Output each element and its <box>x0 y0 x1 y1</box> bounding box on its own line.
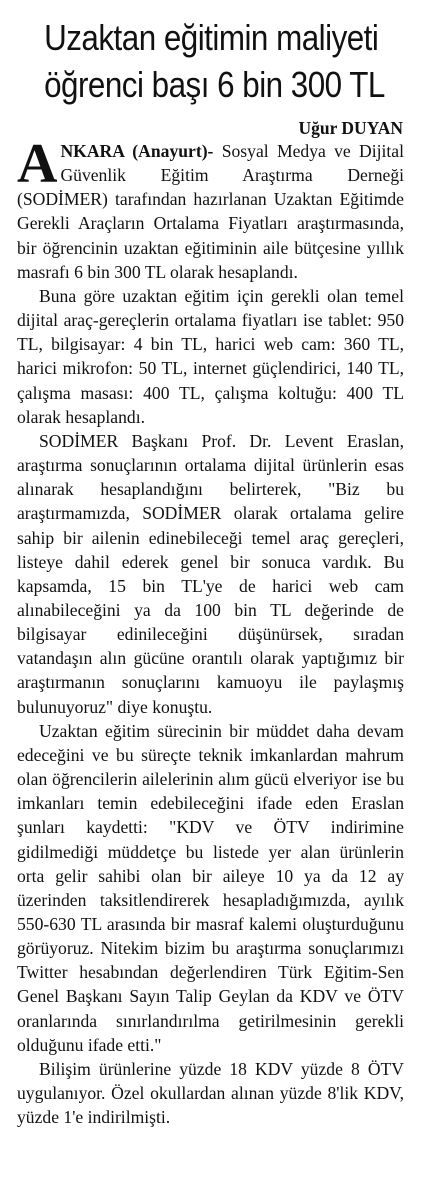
paragraph-eraslan-quote: SODİMER Başkanı Prof. Dr. Levent Eraslan, araştırma sonuçlarının ortalama dijital ürünlerin esas alınarak hesaplandığını belirterek, "Biz bu araştırmamızda, SODİMER olarak ortalama gelire sahip bir ailenin edinebileceği temel araç gereçleri, listeye dahil ederek genel bir sonuca vardık. Bu kapsamda, 15 bin TL'ye de harici web cam alınabileceğini ya da 100 bin TL değerinde de bilgisayar edinileceğini düşünürsek, sıradan vatandaşın alın gücüne orantılı olarak yaptığımız bir araştırmanın sonuçlarını kamuoyu ile paylaşmış bulunuyoruz" diye konuştu. <box>17 430 404 717</box>
dateline: NKARA (Anayurt)- <box>60 141 214 161</box>
headline <box>44 14 385 108</box>
paragraph-tax-rates: Bilişim ürünlerine yüzde 18 KDV yüzde 8 ÖTV uygulanıyor. Özel okullardan alınan yüzde 8'lik KDV, yüzde 1'e indirilmişti. <box>17 1058 404 1128</box>
headline-line-1: Uzaktan eğitimin maliyeti <box>44 17 379 58</box>
paragraph-tax-quote: Uzaktan eğitim sürecinin bir müddet daha devam edeceğini ve bu süreçte teknik imkanlardan mahrum olan öğrencilerin ailelerinin alım gücü elveriyor ise bu imkanları temin edebileceğini ifade eden Eraslan şunları kaydetti: "KDV ve ÖTV indirimine gidilmediği müddetçe bu listede yer alan ürünlerin orta gelir sahibi olan bir aileye 10 ya da 12 ay üzerinden taksitlendirerek hesapladığımızda, ayılık 550-630 TL arasında bir masraf kalemi oluşturduğunu görüyoruz. Nitekim bizim bu araştırma sonuçlarımızı Twitter hesabından değerlendiren Türk Eğitim-Sen Genel Başkanı Sayın Talip Geylan da KDV ve ÖTV oranlarında sınırlandırılma getirilmesinin gerekli olduğunu ifade etti." <box>17 720 404 1055</box>
byline: Uğur DUYAN <box>298 118 403 138</box>
paragraph-prices: Buna göre uzaktan eğitim için gerekli olan temel dijital araç-gereçlerin ortalama fiyatları ise tablet: 950 TL, bilgisayar: 4 bin TL, harici web cam: 360 TL, harici mikrofon: 50 TL, internet güçlendirici, 140 TL, çalışma masası: 400 TL, çalışma koltuğu: 400 TL olarak hesaplandı. <box>17 285 404 427</box>
headline-line-2: öğrenci başı 6 bin 300 TL <box>44 64 385 105</box>
drop-cap: A <box>17 133 58 195</box>
lead-text: Sosyal Medya ve Dijital Güvenlik Eğitim Araştırma Derneği (SODİMER) tarafından hazırlanan Uzaktan Eğitimde Gerekli Araçların Ortalama Fiyatları araştırmasında, bir öğrencinin uzaktan eğitiminin aile bütçesine yıllık masrafı 6 bin 300 TL olarak hesaplandı. <box>17 141 404 282</box>
lead-paragraph <box>17 133 404 284</box>
